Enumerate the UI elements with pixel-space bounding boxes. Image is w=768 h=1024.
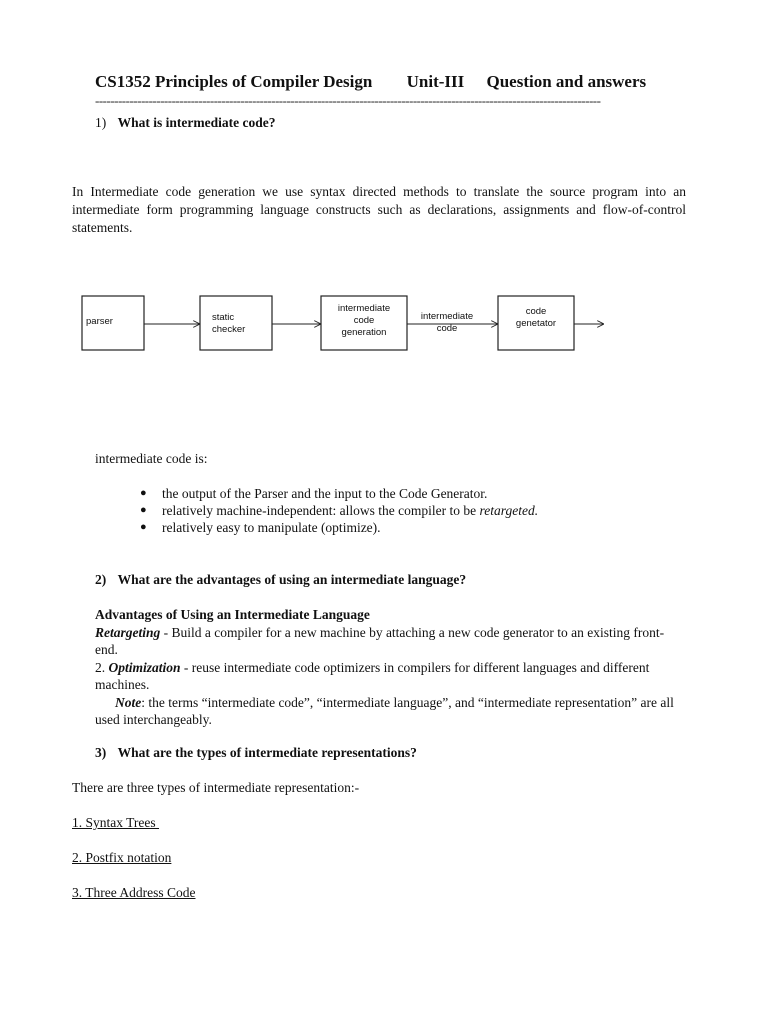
answer-1-paragraph: In Intermediate code generation we use syntax directed methods to translate the source program into an intermediate form programming language constructs such as declarations, assignments and flow-of-control statements. — [72, 184, 686, 235]
parser-label: parser — [86, 316, 113, 327]
advantages-heading: Advantages of Using an Intermediate Language — [95, 607, 370, 622]
retargeting-text: - Build a compiler for a new machine by attaching a new code generator to an existing front-end. — [95, 624, 665, 657]
optimization-term: Optimization — [108, 659, 181, 675]
list-item-text: the output of the Parser and the input to the Code Generator. — [162, 486, 488, 501]
question-1-text: What is intermediate code? — [117, 115, 276, 130]
ic-intro: intermediate code is: — [95, 451, 208, 466]
bullet-icon: ● — [140, 504, 147, 516]
list-item-italic: retargeted. — [479, 503, 539, 518]
icg-line2: code — [353, 315, 375, 326]
note-term: Note — [115, 694, 142, 710]
type-postfix-notation: 2. Postfix notation — [72, 850, 172, 865]
type-three-address-code: 3. Three Address Code — [72, 885, 196, 900]
question-1-number: 1) — [95, 115, 107, 130]
note-text: : the terms “intermediate code”, “intermediate language”, and “intermediate representation” are all used interchangeably. — [95, 694, 674, 727]
question-2-number: 2) — [95, 572, 107, 587]
list-item — [140, 519, 538, 536]
list-item — [140, 502, 538, 519]
bullet-icon: ● — [140, 487, 147, 499]
list-item — [140, 485, 538, 502]
note-paragraph — [95, 694, 675, 729]
compiler-pipeline-diagram — [78, 292, 618, 362]
dashed-rule: ------------------------------------------------------------------------------------------------------------------------------------ — [95, 93, 601, 108]
static-checker-box — [200, 296, 272, 350]
static-checker-line1: static — [212, 312, 235, 323]
code-gen-line1: code — [525, 306, 547, 317]
types-intro: There are three types of intermediate representation:- — [72, 780, 360, 795]
list-item-text: relatively easy to manipulate (optimize). — [162, 520, 381, 535]
optimization-paragraph — [95, 659, 675, 694]
course-title: CS1352 Principles of Compiler Design — [95, 72, 373, 91]
question-1 — [95, 115, 275, 131]
question-2 — [95, 572, 466, 588]
list-item-text: relatively machine-independent: allows the compiler to be — [162, 503, 480, 518]
icg-line3: generation — [341, 327, 387, 338]
bullet-icon: ● — [140, 521, 147, 533]
unit-label: Unit-III — [406, 72, 465, 91]
question-3 — [95, 745, 417, 761]
question-2-text: What are the advantages of using an intermediate language? — [117, 572, 467, 587]
document-title — [95, 72, 646, 92]
ic-label-line2: code — [436, 323, 458, 334]
static-checker-line2: checker — [212, 324, 246, 335]
type-syntax-trees: 1. Syntax Trees — [72, 815, 160, 830]
icg-line1: intermediate — [337, 303, 391, 314]
subtitle: Question and answers — [486, 72, 647, 91]
advantages-section — [95, 606, 675, 729]
retargeting-paragraph — [95, 624, 675, 659]
ic-label-line1: intermediate — [420, 311, 474, 322]
optimization-number: 2. — [95, 659, 109, 675]
retargeting-term: Retargeting — [95, 624, 161, 640]
ic-bullet-list — [140, 485, 538, 536]
optimization-text: - reuse intermediate code optimizers in compilers for different languages and different machines. — [95, 659, 650, 692]
code-gen-line2: genetator — [515, 318, 557, 329]
question-3-text: What are the types of intermediate representations? — [117, 745, 417, 760]
question-3-number: 3) — [95, 745, 107, 760]
